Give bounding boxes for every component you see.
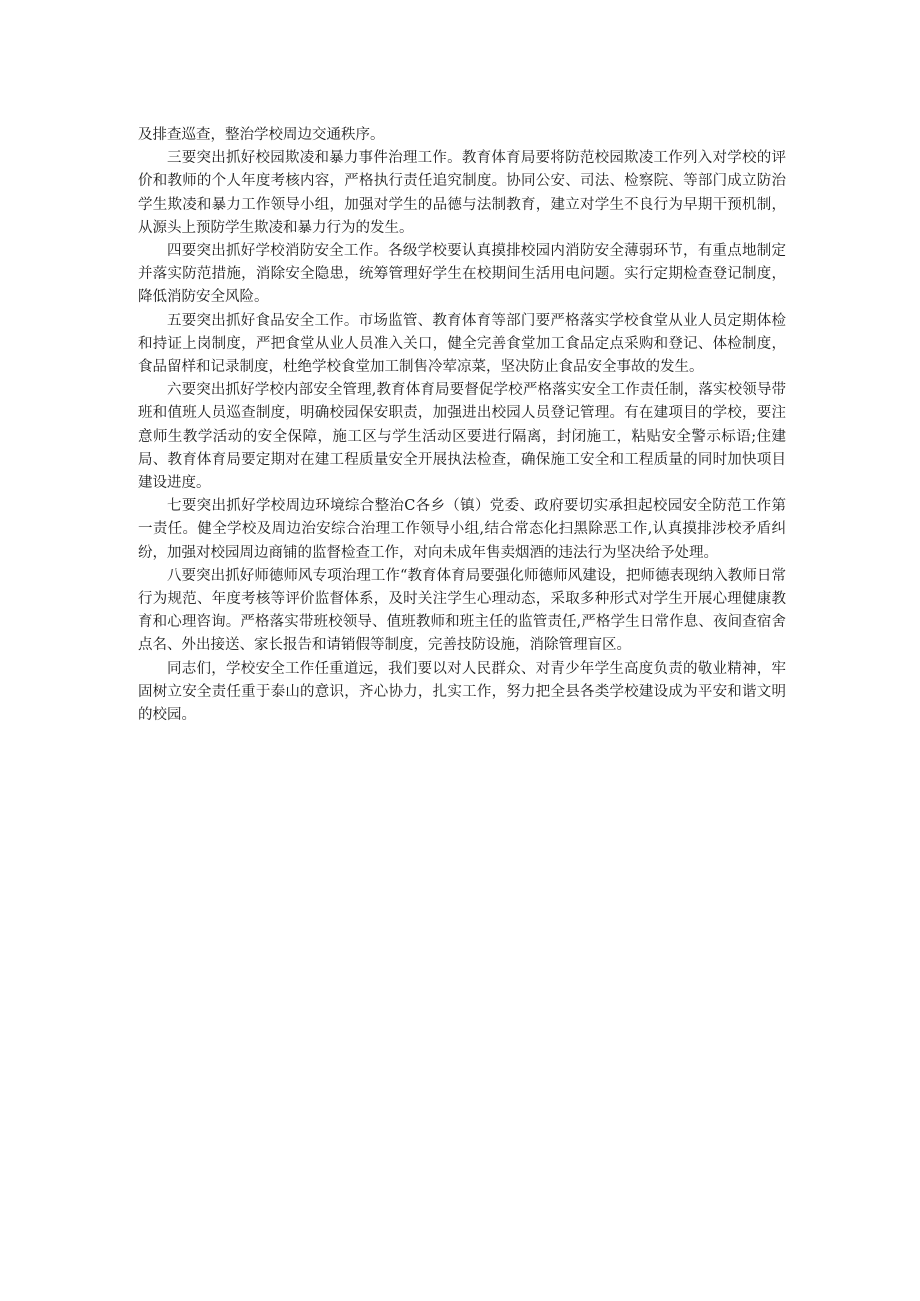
paragraph-surrounding-environment: 七要突出抓好学校周边环境综合整治C各乡（镇）党委、政府要切实承担起校园安全防范工作第一责任。健全学校及周边治安综合治理工作领导小组,结合常态化扫黑除恶工作,认真摸排涉校矛盾纠纷，加强对校园周边商铺的监督检查工作，对向未成年售卖烟酒的违法行为坚决给予处理。: [138, 498, 786, 561]
paragraph-closing-remarks: 同志们，学校安全工作任重道远，我们要以对人民群众、对青少年学生高度负责的敬业精神，牢固树立安全责任重于泰山的意识，齐心协力，扎实工作，努力把全县各类学校建设成为平安和谐文明的校园。: [138, 660, 786, 724]
paragraph-fire-safety: 四要突出抓好学校消防安全工作。各级学校要认真摸排校园内消防安全薄弱环节，有重点地制定并落实防范措施，消除安全隐患，统筹管理好学生在校期间生活用电问题。实行定期检查登记制度，降低消防安全风险。: [138, 243, 786, 306]
paragraph-traffic-order-continued: 及排查巡查，整治学校周边交通秩序。: [138, 127, 385, 143]
document-body: [138, 124, 786, 727]
paragraph-food-safety: 五要突出抓好食品安全工作。市场监管、教育体育等部门要严格落实学校食堂从业人员定期体检和持证上岗制度，严把食堂从业人员准入关口，健全完善食堂加工食品定点采购和登记、体检制度，食品留样和记录制度，杜绝学校食堂加工制售冷荤凉菜，坚决防止食品安全事故的发生。: [138, 312, 786, 376]
paragraph-bullying-governance: 三要突出抓好校园欺凌和暴力事件治理工作。教育体育局要将防范校园欺凌工作列入对学校的评价和教师的个人年度考核内容，严格执行责任追究制度。协同公安、司法、检察院、等部门成立防治学生欺凌和暴力工作领导小组，加强对学生的品德与法制教育，建立对学生不良行为早期干预机制，从源头上预防学生欺凌和暴力行为的发生。: [138, 150, 786, 236]
paragraph-internal-security: 六要突出抓好学校内部安全管理,教育体育局要督促学校严格落实安全工作责任制，落实校领导带班和值班人员巡查制度，明确校园保安职责，加强进出校园人员登记管理。有在建项目的学校，要注意师生教学活动的安全保障，施工区与学生活动区要进行隔离，封闭施工，粘贴安全警示标语;住建局、教育体育局要定期对在建工程质量安全开展执法检查，确保施工安全和工程质量的同时加快项目建设进度。: [138, 382, 786, 492]
paragraph-teacher-ethics: 八要突出抓好师德师风专项治理工作“教育体育局要强化师德师风建设，把师德表现纳入教师日常行为规范、年度考核等评价监督体系，及时关注学生心理动态，采取多种形式对学生开展心理健康教育和心理咨询。严格落实带班校领导、值班教师和班主任的监管责任,严格学生日常作息、夜间查宿舍点名、外出接送、家长报告和请销假等制度，完善技防设施，消除管理盲区。: [138, 567, 786, 654]
